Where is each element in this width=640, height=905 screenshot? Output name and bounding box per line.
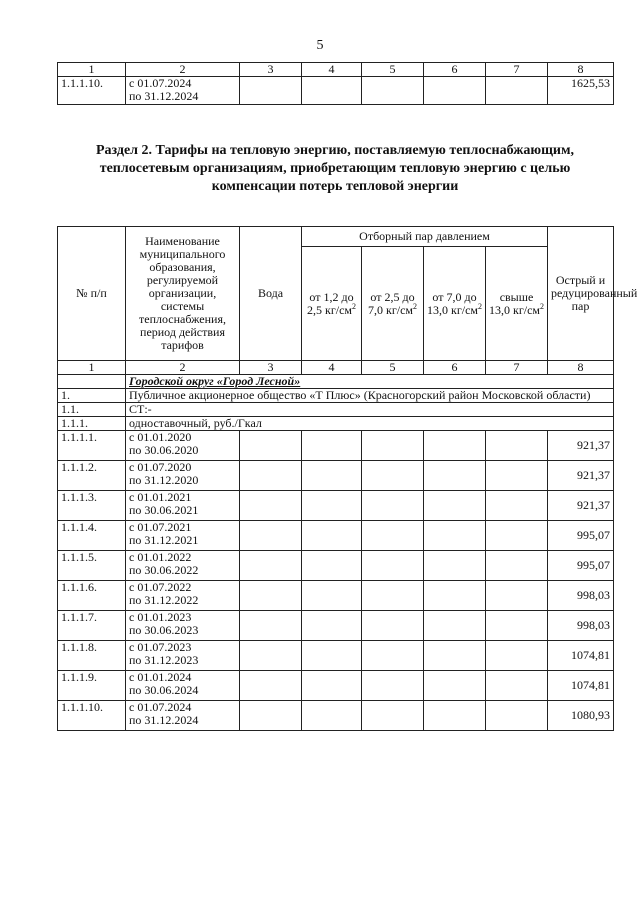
col-number: 8	[548, 63, 614, 77]
period-to: по 31.12.2022	[129, 593, 199, 607]
row-value: 921,37	[548, 491, 614, 521]
table-row	[58, 431, 614, 461]
col-number: 5	[362, 63, 424, 77]
header-name: Наименование муниципального образования, регулируемой организации, системы теплоснабжения, период действия тарифов	[126, 227, 240, 361]
row-number: 1.	[58, 389, 126, 403]
col-number: 2	[126, 63, 240, 77]
table-row	[58, 77, 614, 105]
row-period	[126, 461, 240, 491]
row-value: 921,37	[548, 431, 614, 461]
header-num: № п/п	[58, 227, 126, 361]
header-pressure-1: от 1,2 до 2,5 $кг/см^2$	[302, 247, 362, 361]
header-water: Вода	[240, 227, 302, 361]
period-from: с 01.07.2024	[129, 700, 192, 714]
row-value: 998,03	[548, 581, 614, 611]
table-row	[58, 551, 614, 581]
table-row	[58, 611, 614, 641]
row-number: 1.1.1.2.	[58, 461, 126, 491]
district-row	[58, 375, 614, 389]
period-to: по 30.06.2021	[129, 503, 199, 517]
section-heading: Раздел 2. Тарифы на тепловую энергию, поставляемую теплоснабжающим, теплосетевым организациям, приобретающим тепловую энергию с целью компенсации потерь тепловой энергии	[95, 143, 575, 194]
system-label: СТ:-	[126, 403, 614, 417]
table-row	[58, 701, 614, 731]
row-value: 1080,93	[548, 701, 614, 731]
period-to: по 30.06.2022	[129, 563, 199, 577]
period-from: с 01.07.2024	[129, 76, 192, 90]
period-to: по 30.06.2024	[129, 683, 199, 697]
period-from: с 01.01.2021	[129, 490, 192, 504]
header-pressure-3: от 7,0 до 13,0 $кг/см^2$	[424, 247, 486, 361]
period-from: с 01.07.2023	[129, 640, 192, 654]
period-from: с 01.01.2024	[129, 670, 192, 684]
row-value: 1074,81	[548, 641, 614, 671]
organization-name: Публичное акционерное общество «Т Плюс» (Красногорский район Московской области)	[126, 389, 614, 403]
continuation-table	[57, 62, 614, 105]
col-number: 1	[58, 361, 126, 375]
col-number: 5	[362, 361, 424, 375]
table-row	[58, 491, 614, 521]
table-row	[58, 461, 614, 491]
period-to: по 30.06.2020	[129, 443, 199, 457]
row-number: 1.1.1.6.	[58, 581, 126, 611]
period-from: с 01.07.2022	[129, 580, 192, 594]
col-number: 2	[126, 361, 240, 375]
row-number: 1.1.1.	[58, 417, 126, 431]
row-number: 1.1.1.9.	[58, 671, 126, 701]
column-number-row	[58, 63, 614, 77]
row-period	[126, 581, 240, 611]
tariff-rows	[58, 431, 614, 731]
row-number: 1.1.1.7.	[58, 611, 126, 641]
district-name: Городской округ «Город Лесной»	[126, 375, 614, 389]
row-period	[126, 77, 240, 105]
row-value: 1074,81	[548, 671, 614, 701]
row-number: 1.1.1.3.	[58, 491, 126, 521]
row-period	[126, 521, 240, 551]
row-number: 1.1.1.10.	[58, 77, 126, 105]
period-to: по 31.12.2021	[129, 533, 199, 547]
row-number: 1.1.1.4.	[58, 521, 126, 551]
period-to: по 30.06.2023	[129, 623, 199, 637]
tariff-type-row	[58, 417, 614, 431]
col-number: 4	[302, 63, 362, 77]
table-row	[58, 671, 614, 701]
table-row	[58, 581, 614, 611]
row-value: 921,37	[548, 461, 614, 491]
row-period	[126, 701, 240, 731]
row-number: 1.1.1.5.	[58, 551, 126, 581]
row-value: 998,03	[548, 611, 614, 641]
col-number: 3	[240, 63, 302, 77]
tariff-table	[57, 226, 638, 731]
header-sharp-steam: Острый и редуцированный пар	[548, 227, 614, 361]
column-number-row	[58, 361, 614, 375]
row-number: 1.1.1.10.	[58, 701, 126, 731]
col-number: 7	[486, 361, 548, 375]
table-row	[58, 641, 614, 671]
col-number: 1	[58, 63, 126, 77]
page-number: 5	[316, 38, 324, 53]
period-to: по 31.12.2024	[129, 89, 199, 103]
col-number: 6	[424, 361, 486, 375]
row-value: 1625,53	[548, 77, 614, 105]
row-number: 1.1.1.1.	[58, 431, 126, 461]
row-period	[126, 431, 240, 461]
tariff-type-label: одноставочный, руб./Гкал	[126, 417, 614, 431]
col-number: 4	[302, 361, 362, 375]
table-row	[58, 521, 614, 551]
row-period	[126, 551, 240, 581]
col-number: 7	[486, 63, 548, 77]
header-steam-group: Отборный пар давлением	[302, 227, 548, 247]
row-number: 1.1.1.8.	[58, 641, 126, 671]
period-from: с 01.01.2020	[129, 430, 192, 444]
header-row	[58, 227, 614, 247]
col-number: 8	[548, 361, 614, 375]
period-from: с 01.07.2021	[129, 520, 192, 534]
period-from: с 01.01.2023	[129, 610, 192, 624]
organization-row	[58, 389, 614, 403]
row-period	[126, 641, 240, 671]
row-period	[126, 671, 240, 701]
row-number: 1.1.	[58, 403, 126, 417]
row-value: 995,07	[548, 521, 614, 551]
period-to: по 31.12.2023	[129, 653, 199, 667]
col-number: 3	[240, 361, 302, 375]
row-value: 995,07	[548, 551, 614, 581]
system-row	[58, 403, 614, 417]
row-period	[126, 491, 240, 521]
header-pressure-4: свыше 13,0 $кг/см^2$	[486, 247, 548, 361]
period-to: по 31.12.2020	[129, 473, 199, 487]
col-number: 6	[424, 63, 486, 77]
period-from: с 01.07.2020	[129, 460, 192, 474]
period-from: с 01.01.2022	[129, 550, 192, 564]
header-pressure-2: от 2,5 до 7,0 $кг/см^2$	[362, 247, 424, 361]
period-to: по 31.12.2024	[129, 713, 199, 727]
row-period	[126, 611, 240, 641]
